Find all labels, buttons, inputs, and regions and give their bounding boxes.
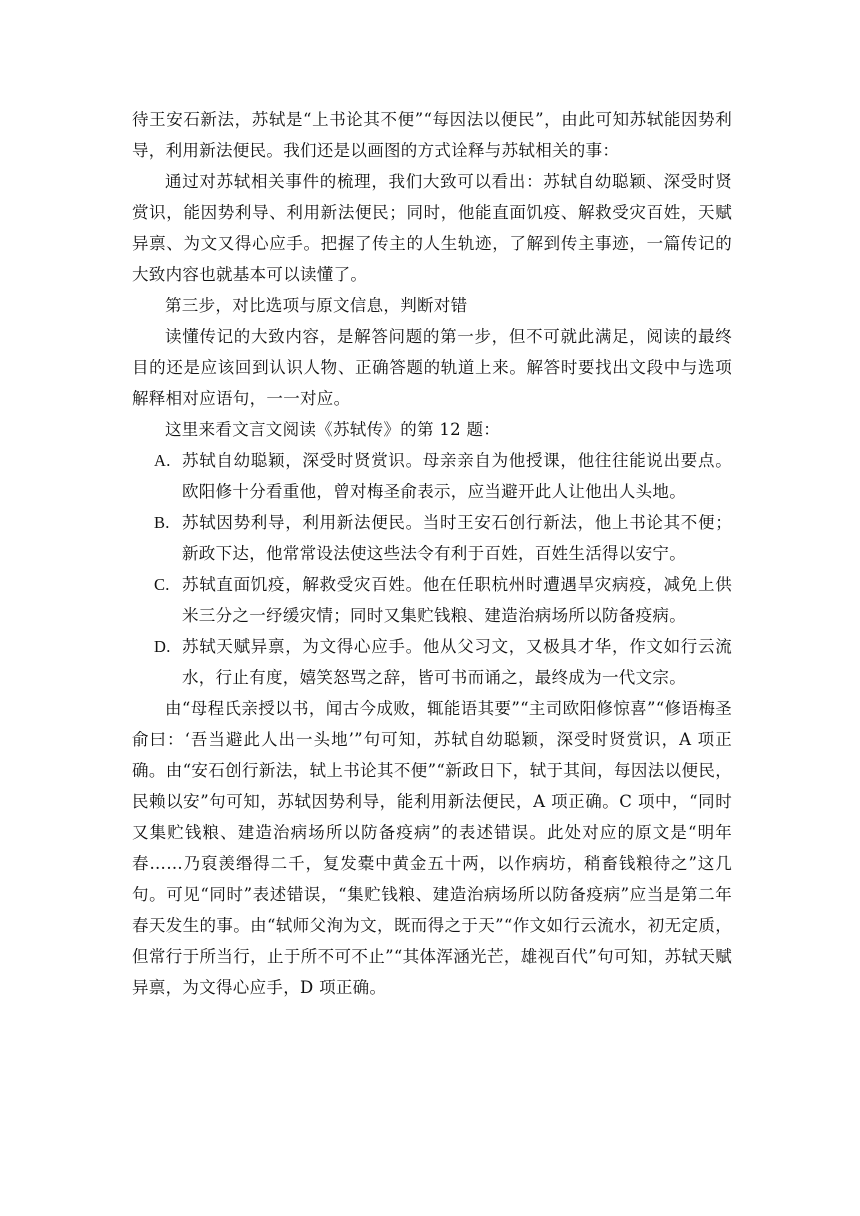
answer-options bbox=[132, 445, 732, 693]
option-a-letter: A. bbox=[154, 451, 171, 470]
option-d-letter: D. bbox=[154, 637, 171, 656]
intro-paragraph-1: 待王安石新法，苏轼是“上书论其不便”“每因法以便民”，由此可知苏轼能因势利导，利用新法便民。我们还是以画图的方式诠释与苏轼相关的事： bbox=[132, 110, 732, 160]
middle-paragraph-1: 读懂传记的大致内容，是解答问题的第一步，但不可就此满足，阅读的最终目的还是应该回到认识人物、正确答题的轨道上来。解答时要找出文段中与选项解释相对应语句，一一对应。 bbox=[132, 327, 732, 408]
intro-paragraph-2: 通过对苏轼相关事件的梳理，我们大致可以看出：苏轼自幼聪颖、深受时贤赏识，能因势利导、利用新法便民；同时，他能直面饥疫、解救受灾百姓，天赋异禀、为文又得心应手。把握了传主的人生轨迹，了解到传主事迹，一篇传记的大致内容也就基本可以读懂了。 bbox=[132, 172, 732, 284]
option-c-text: 苏轼直面饥疫，解救受灾百姓。他在任职杭州时遭遇旱灾病疫，减免上供米三分之一纾缓灾情；同时又集贮钱粮、建造治病场所以防备疫病。 bbox=[182, 575, 732, 625]
middle-paragraph-2: 这里来看文言文阅读《苏轼传》的第 12 题： bbox=[165, 420, 501, 439]
option-d bbox=[132, 631, 732, 693]
option-b-text: 苏轼因势利导，利用新法便民。当时王安石创行新法，他上书论其不便；新政下达，他常常设法使这些法令有利于百姓，百姓生活得以安宁。 bbox=[182, 513, 732, 563]
option-a bbox=[132, 445, 732, 507]
step-heading: 第三步，对比选项与原文信息，判断对错 bbox=[165, 296, 468, 315]
option-d-text: 苏轼天赋异禀，为文得心应手。他从父习文，又极具才华，作文如行云流水，行止有度，嬉笑怒骂之辞，皆可书而诵之，最终成为一代文宗。 bbox=[182, 637, 732, 687]
option-c-letter: C. bbox=[154, 575, 170, 594]
analysis-paragraph: 由“母程氏亲授以书，闻古今成败，辄能语其要”“主司欧阳修惊喜”“修语梅圣俞曰：‘吾当避此人出一头地’”句可知，苏轼自幼聪颖，深受时贤赏识，A 项正确。由“安石创行新法，轼上书论其不便”“新政日下，轼于其间，每因法以便民，民赖以安”句可知，苏轼因势利导，能利用新法便民，A 项正确。C 项中，“同时又集贮钱粮、建造治病场所以防备疫病”的表述错误。此处对应的原文是“明年春……乃裒羡缗得二千，复发橐中黄金五十两，以作病坊，稍畜钱粮待之”这几句。可见“同时”表述错误，“集贮钱粮、建造治病场所以防备疫病”应当是第二年春天发生的事。由“轼师父洵为文，既而得之于天”“作文如行云流水，初无定质，但常行于所当行，止于所不可不止”“其体浑涵光芒，雄视百代”句可知，苏轼天赋异禀，为文得心应手，D 项正确。 bbox=[132, 699, 732, 997]
document-body bbox=[132, 104, 732, 1003]
option-b-letter: B. bbox=[154, 513, 170, 532]
option-a-text: 苏轼自幼聪颖，深受时贤赏识。母亲亲自为他授课，他往往能说出要点。欧阳修十分看重他，曾对梅圣俞表示，应当避开此人让他出人头地。 bbox=[182, 451, 732, 501]
option-b bbox=[132, 507, 732, 569]
option-c bbox=[132, 569, 732, 631]
